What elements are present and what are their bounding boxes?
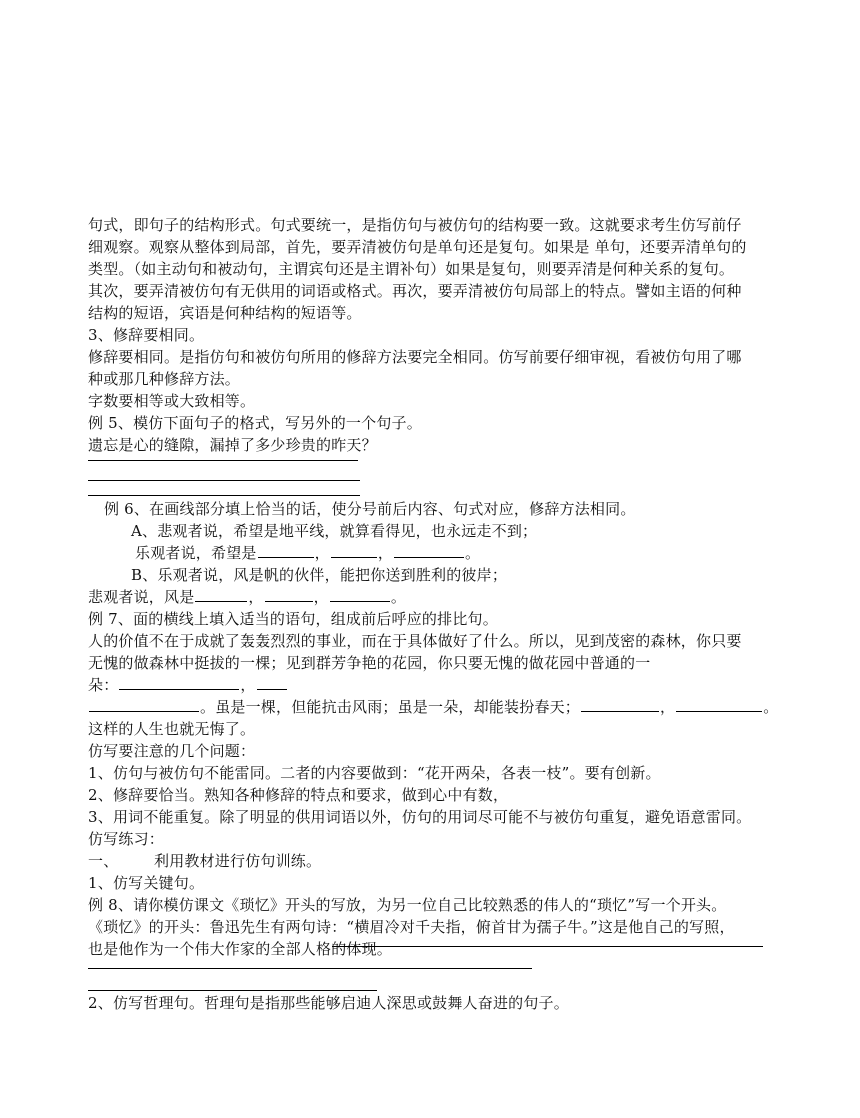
punctuation: ， — [313, 588, 329, 606]
example-8-line: 也是他作为一个伟大作家的全部人格的体现。 — [88, 940, 393, 958]
example-6-b-prefix: 悲观者说，风是 — [88, 588, 195, 606]
note-item: 2、修辞要恰当。熟知各种修辞的特点和要求，做到心中有数， — [88, 786, 509, 804]
example-7-title: 例 7、面的横线上填入适当的语句，组成前后呼应的排比句。 — [88, 610, 498, 628]
fill-blank[interactable] — [195, 586, 247, 602]
fill-blank[interactable] — [330, 586, 390, 602]
notes-title: 仿写要注意的几个问题： — [88, 742, 256, 760]
fill-blank[interactable] — [258, 542, 314, 558]
fill-blank[interactable] — [265, 586, 313, 602]
example-6-b-line: B、乐观者说，风是帆的伙伴，能把你送到胜利的彼岸； — [131, 566, 508, 584]
fill-blank[interactable] — [331, 542, 377, 558]
fill-blank[interactable] — [676, 696, 762, 712]
answer-line[interactable] — [332, 946, 763, 947]
punctuation: 。 — [763, 698, 779, 716]
paragraph-line: 其次，要弄清被仿句有无供用的词语或格式。再次，要弄清被仿句局部上的特点。譬如主语的何种 — [88, 282, 742, 300]
example-6-title: 例 6、在画线部分填上恰当的话，使分号前后内容、句式对应，修辞方法相同。 — [104, 500, 636, 518]
punctuation: ， — [660, 698, 676, 716]
note-item: 3、用词不能重复。除了明显的供用词语以外，仿句的用词尽可能不与被仿句重复，避免语意雷同。 — [88, 808, 752, 826]
paragraph-line: 修辞要相同。是指仿句和被仿句所用的修辞方法要完全相同。仿写前要仔细审视，看被仿句用了哪 — [88, 348, 742, 366]
example-5-sentence: 遗忘是心的缝隙，漏掉了多少珍贵的昨天？ — [88, 436, 377, 454]
example-6-a-prefix: 乐观者说，希望是 — [135, 544, 257, 562]
answer-line[interactable] — [88, 990, 377, 991]
paragraph-line: 无愧的做森林中挺拔的一棵；见到群芳争艳的花园，你只要无愧的做花园中普通的一 — [88, 654, 651, 672]
example-6-a-fill — [135, 542, 480, 564]
punctuation: ， — [377, 544, 394, 562]
note-item: 1、仿句与被仿句不能雷同。二者的内容要做到：“花开两朵，各表一枝”。要有创新。 — [88, 764, 661, 782]
paragraph-line: 类型。（如主动句和被动句，主谓宾句还是主谓补句）如果是复句，则要弄清是何种关系的复句。 — [88, 260, 735, 278]
answer-line[interactable] — [88, 480, 360, 481]
practice-title: 仿写练习： — [88, 830, 165, 848]
fill-blank[interactable] — [257, 674, 287, 690]
practice-item: 1、仿写关键句。 — [88, 874, 205, 892]
paragraph-line: 种或那几种修辞方法。 — [88, 370, 241, 388]
paragraph-line: 字数要相等或大致相等。 — [88, 392, 256, 410]
section-number: 一、 — [88, 852, 119, 870]
practice-item: 2、仿写哲理句。哲理句是指那些能够启迪人深思或鼓舞人奋进的句子。 — [88, 994, 569, 1012]
paragraph-line: 细观察。观察从整体到局部，首先，要弄清被仿句是单句还是复句。如果是 单句，还要弄清单句的 — [88, 238, 747, 256]
section-title: 利用教材进行仿句训练。 — [154, 852, 322, 870]
paragraph-line: 这样的人生也就无悔了。 — [88, 720, 256, 738]
answer-line[interactable] — [88, 968, 532, 969]
fill-blank[interactable] — [119, 674, 239, 690]
fill-blank[interactable] — [394, 542, 464, 558]
line-text: 。虽是一棵，但能抗击风雨；虽是一朵，却能装扮春天； — [200, 698, 581, 716]
answer-line[interactable] — [88, 495, 360, 496]
fill-blank[interactable] — [581, 696, 659, 712]
example-7-fill-2 — [88, 696, 778, 718]
example-8-line: 例 8、请你模仿课文《琐忆》开头的写放，为另一位自己比较熟悉的伟人的“琐忆”写一个开头。 — [88, 896, 727, 914]
punctuation: 。 — [465, 544, 481, 562]
example-5-title: 例 5、模仿下面句子的格式，写另外的一个句子。 — [88, 414, 422, 432]
paragraph-line: 句式，即句子的结构形式。句式要统一，是指仿句与被仿句的结构要一致。这就要求考生仿写前仔 — [88, 216, 742, 234]
paragraph-line: 人的价值不在于成就了轰轰烈烈的事业，而在于具体做好了什么。所以，见到茂密的森林，你只要 — [88, 632, 742, 650]
answer-line[interactable] — [88, 460, 358, 461]
section-heading: 3、修辞要相同。 — [88, 326, 205, 344]
line-prefix: 朵： — [88, 676, 119, 694]
punctuation: ， — [240, 676, 256, 694]
punctuation: ， — [248, 588, 264, 606]
example-6-b-fill — [88, 586, 406, 608]
punctuation: ， — [314, 544, 330, 562]
example-8-line: 《琐忆》的开头：鲁迅先生有两句诗：“横眉冷对千夫指，俯首甘为孺子牛。”这是他自己的写照， — [88, 918, 735, 936]
paragraph-line: 结构的短语，宾语是何种结构的短语等。 — [88, 304, 362, 322]
example-7-fill-1 — [88, 674, 288, 696]
punctuation: 。 — [390, 588, 407, 606]
example-6-a-line: A、悲观者说，希望是地平线，就算看得见，也永远走不到； — [131, 522, 538, 540]
fill-blank[interactable] — [89, 696, 199, 712]
